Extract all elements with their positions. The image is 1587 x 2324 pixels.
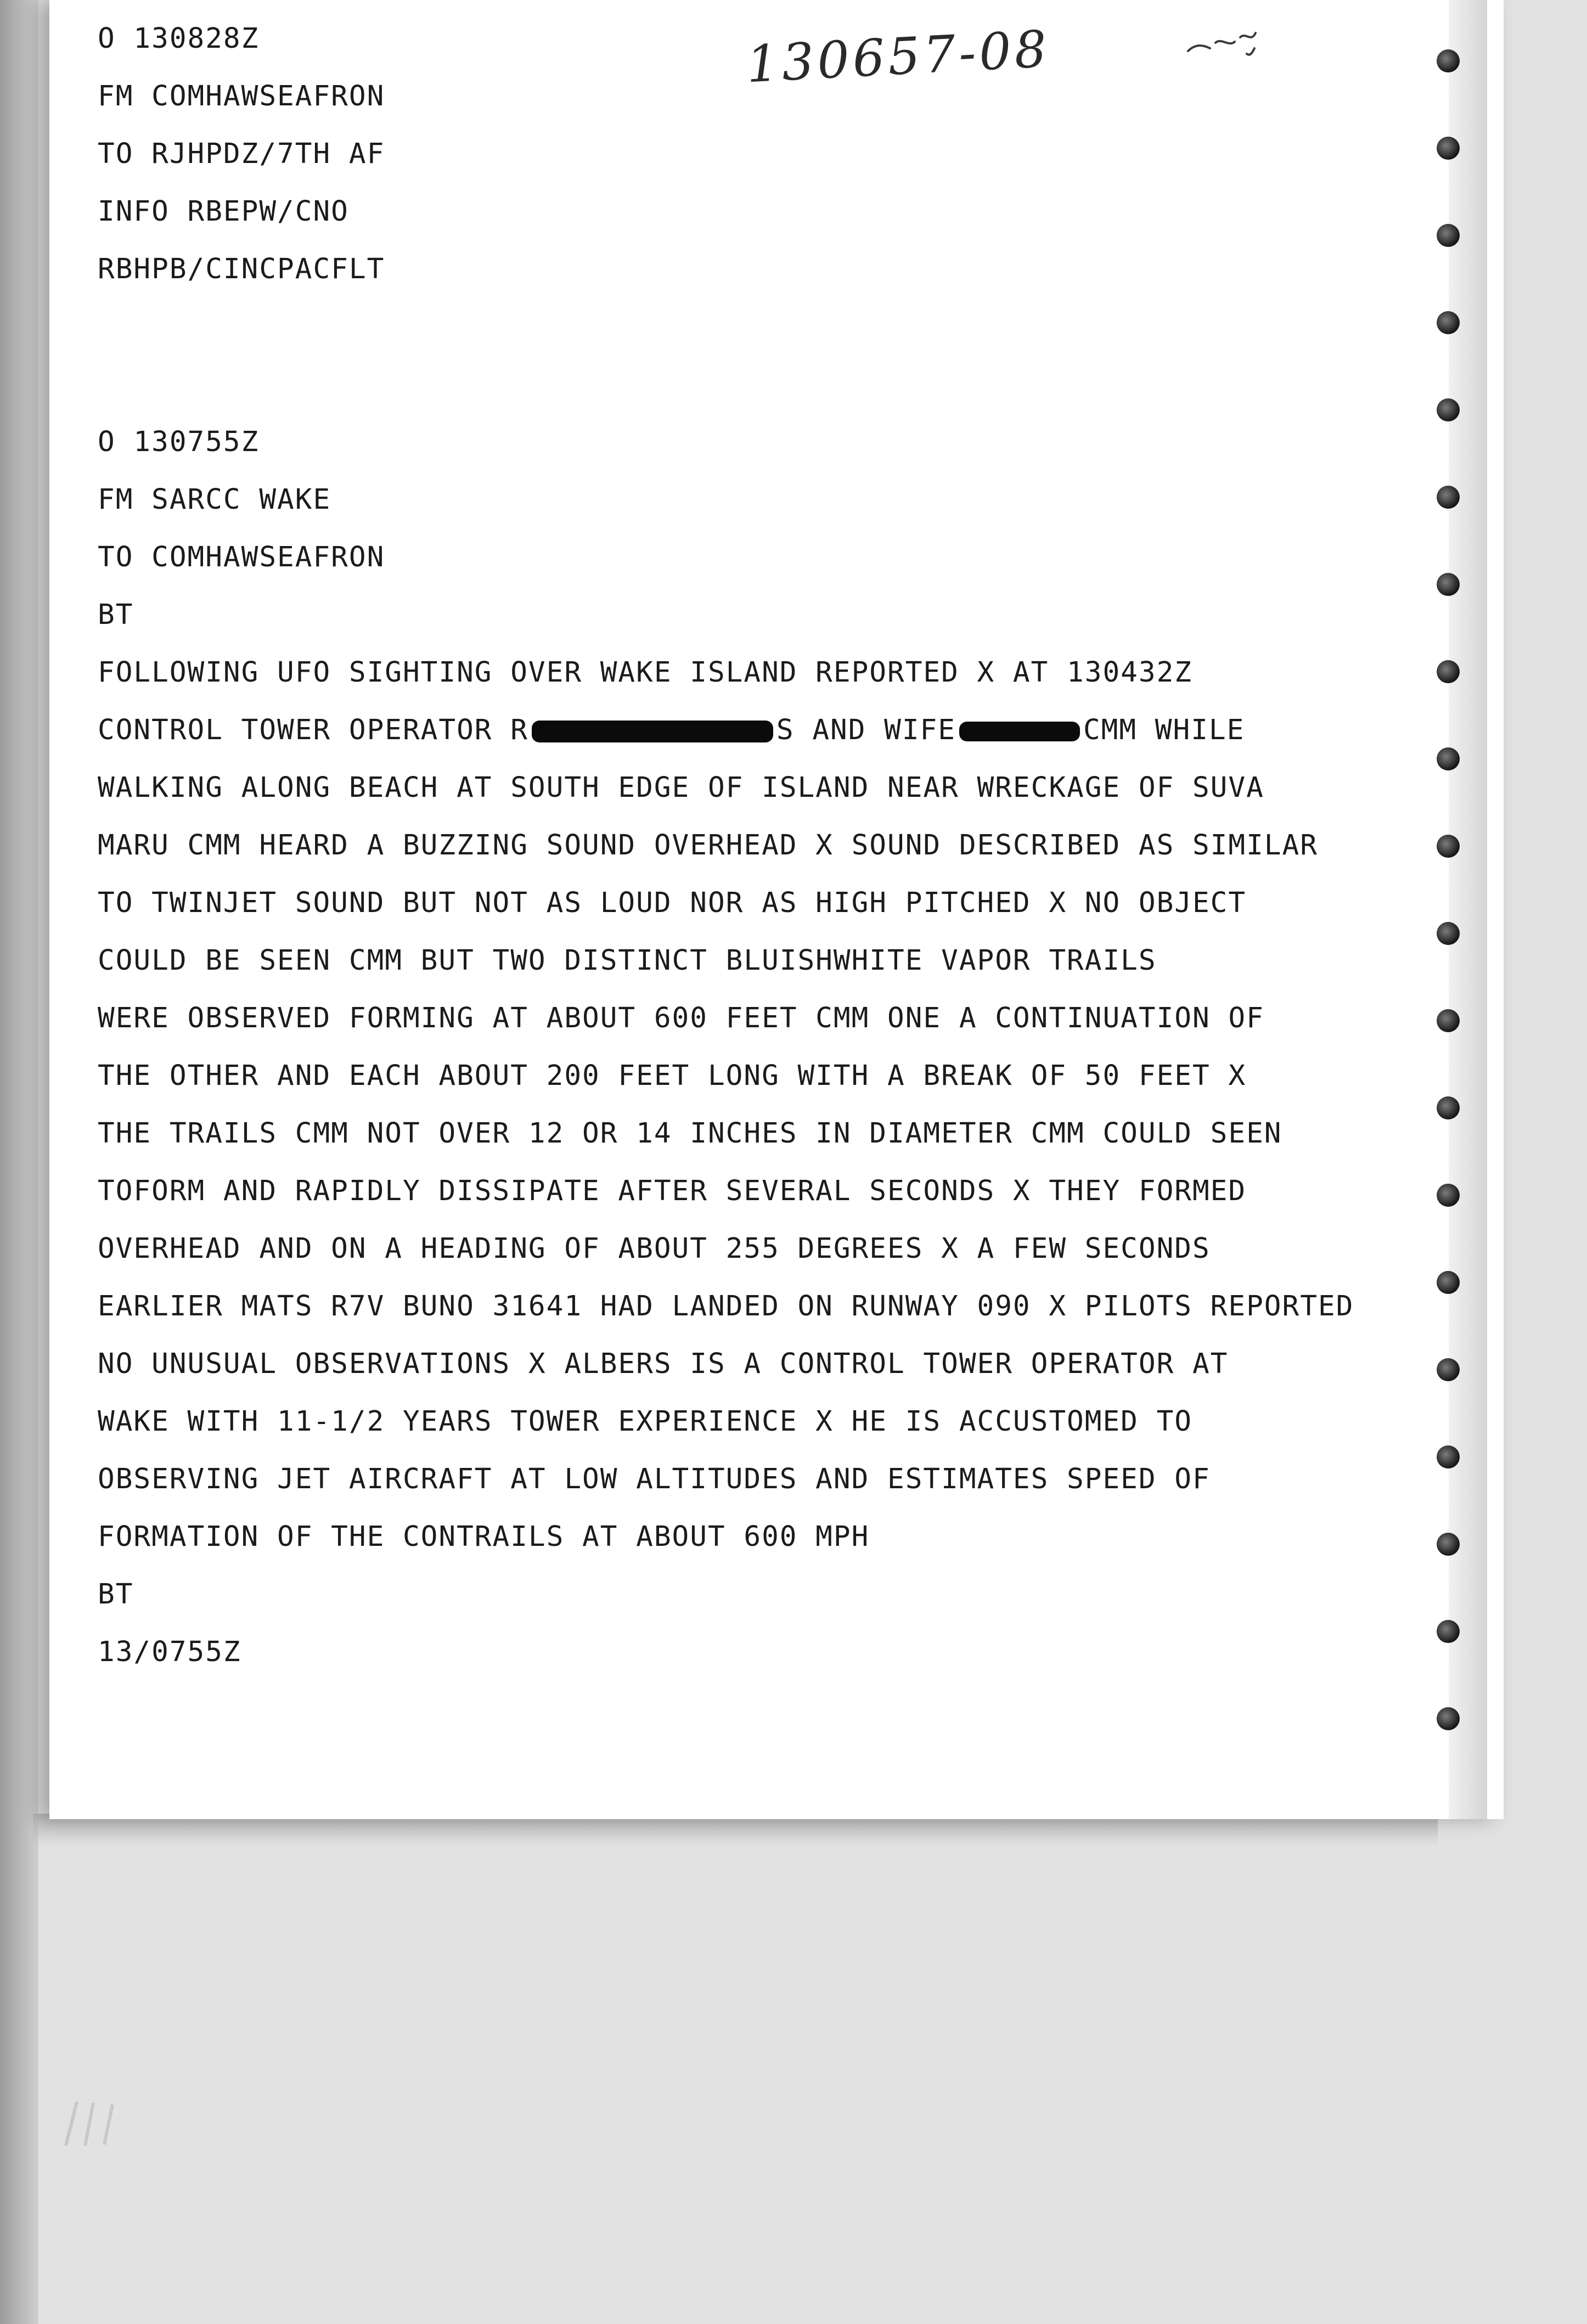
body-line-segment: S AND WIFE — [776, 714, 956, 746]
feed-hole — [1437, 1184, 1460, 1207]
header-line-to: TO RJHPDZ/7TH AF — [98, 138, 385, 170]
body-line: TO TWINJET SOUND BUT NOT AS LOUD NOR AS HIGH PITCHED X NO OBJECT — [98, 887, 1247, 919]
break-marker-end: BT — [98, 1578, 134, 1611]
handwritten-reference-number: 130657-08 — [745, 19, 1051, 94]
feed-hole — [1437, 1620, 1460, 1643]
body-line: COULD BE SEEN CMM BUT TWO DISTINCT BLUISHWHITE VAPOR TRAILS — [98, 944, 1157, 977]
body-line: OVERHEAD AND ON A HEADING OF ABOUT 255 DEGREES X A FEW SECONDS — [98, 1233, 1211, 1265]
tractor-feed-holes — [1437, 49, 1470, 1794]
feed-hole — [1437, 486, 1460, 509]
body-line: FOLLOWING UFO SIGHTING OVER WAKE ISLAND REPORTED X AT 130432Z — [98, 656, 1192, 689]
relay-line-from: FM SARCC WAKE — [98, 483, 331, 516]
header-line-info: INFO RBEPW/CNO — [98, 195, 349, 228]
body-line: THE OTHER AND EACH ABOUT 200 FEET LONG WITH A BREAK OF 50 FEET X — [98, 1060, 1247, 1092]
feed-hole — [1437, 49, 1460, 72]
redaction-bar-name — [532, 721, 773, 742]
body-line-with-redactions — [98, 701, 1404, 759]
body-line: WERE OBSERVED FORMING AT ABOUT 600 FEET CMM ONE A CONTINUATION OF — [98, 1002, 1264, 1034]
blank-line — [98, 356, 1404, 413]
feed-hole — [1437, 1096, 1460, 1119]
body-line: EARLIER MATS R7V BUNO 31641 HAD LANDED ON RUNWAY 090 X PILOTS REPORTED — [98, 1290, 1354, 1323]
feed-hole — [1437, 224, 1460, 247]
header-line-priority: O 130828Z — [98, 22, 260, 55]
body-line: WAKE WITH 11-1/2 YEARS TOWER EXPERIENCE X HE IS ACCUSTOMED TO — [98, 1405, 1192, 1438]
blank-line — [98, 298, 1404, 356]
body-line: TOFORM AND RAPIDLY DISSIPATE AFTER SEVERAL SECONDS X THEY FORMED — [98, 1175, 1247, 1207]
body-line: THE TRAILS CMM NOT OVER 12 OR 14 INCHES IN DIAMETER CMM COULD SEEN — [98, 1117, 1282, 1150]
feed-hole — [1437, 398, 1460, 421]
date-time-group: 13/0755Z — [98, 1636, 241, 1668]
relay-line-to: TO COMHAWSEAFRON — [98, 541, 385, 573]
scan-left-edge — [0, 0, 38, 2324]
body-line-segment: CONTROL TOWER OPERATOR R — [98, 714, 528, 746]
relay-line-priority: O 130755Z — [98, 426, 260, 458]
feed-hole — [1437, 1009, 1460, 1032]
teletype-message — [98, 10, 1404, 1681]
feed-hole — [1437, 1707, 1460, 1730]
body-line: NO UNUSUAL OBSERVATIONS X ALBERS IS A CONTROL TOWER OPERATOR AT — [98, 1348, 1229, 1380]
header-line-from: FM COMHAWSEAFRON — [98, 80, 385, 112]
feed-hole — [1437, 1533, 1460, 1556]
feed-hole — [1437, 1271, 1460, 1294]
feed-hole — [1437, 311, 1460, 334]
feed-hole — [1437, 1445, 1460, 1468]
feed-hole — [1437, 660, 1460, 683]
break-marker: BT — [98, 599, 134, 631]
header-line-info-2: RBHPB/CINCPACFLT — [98, 253, 385, 285]
faint-bleedthrough-mark — [60, 2096, 170, 2151]
feed-hole — [1437, 922, 1460, 945]
body-line: OBSERVING JET AIRCRAFT AT LOW ALTITUDES AND ESTIMATES SPEED OF — [98, 1463, 1211, 1495]
feed-hole — [1437, 1358, 1460, 1381]
redaction-bar-wife-name — [959, 722, 1080, 741]
feed-hole — [1437, 747, 1460, 770]
body-line: FORMATION OF THE CONTRAILS AT ABOUT 600 MPH — [98, 1521, 870, 1553]
body-line-segment: CMM WHILE — [1083, 714, 1245, 746]
feed-hole — [1437, 137, 1460, 160]
body-line: WALKING ALONG BEACH AT SOUTH EDGE OF ISLAND NEAR WRECKAGE OF SUVA — [98, 772, 1264, 804]
feed-hole — [1437, 835, 1460, 858]
body-line: MARU CMM HEARD A BUZZING SOUND OVERHEAD X SOUND DESCRIBED AS SIMILAR — [98, 829, 1318, 862]
feed-hole — [1437, 573, 1460, 596]
